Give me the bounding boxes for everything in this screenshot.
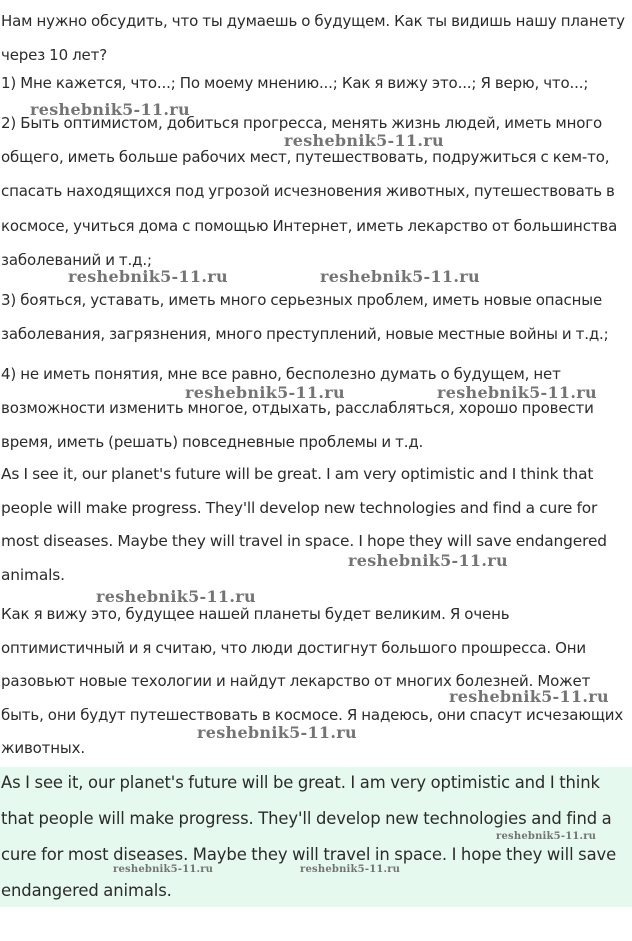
watermark: reshebnik5-11.ru <box>185 383 345 402</box>
watermark: reshebnik5-11.ru <box>437 383 597 402</box>
list-item-pessimistic: 3) бояться, уставать, иметь много серьезных проблем, иметь новые опасные заболевания, загрязнения, много преступлений, новые местные войны и т.д.; <box>1 291 609 344</box>
list-item-phrases: 1) Мне кажется, что...; По моему мнению...; Как я вижу это...; Я верю, что...; <box>1 74 589 92</box>
watermark: reshebnik5-11.ru <box>496 831 597 842</box>
watermark: reshebnik5-11.ru <box>197 723 357 742</box>
watermark: reshebnik5-11.ru <box>449 687 609 706</box>
watermark: reshebnik5-11.ru <box>320 267 480 286</box>
watermark: reshebnik5-11.ru <box>30 100 190 119</box>
english-answer-paragraph: As I see it, our planet's future will be great. I am very optimistic and I think that people will make progress. They'll develop new technologies and find a cure for most diseases. Maybe they will travel in space. I hope they will save endangered animals. <box>1 465 607 584</box>
watermark: reshebnik5-11.ru <box>300 864 401 875</box>
watermark: reshebnik5-11.ru <box>284 131 444 150</box>
list-item-indifferent: 4) не иметь понятия, мне все равно, бесполезно думать о будущем, нет возможности изменить многое, отдыхать, расслабляться, хорошо провести время, иметь (решать) повседневные проблемы и т.д. <box>1 365 594 452</box>
watermark: reshebnik5-11.ru <box>113 864 214 875</box>
list-item-optimistic: 2) Быть оптимистом, добиться прогресса, менять жизнь людей, иметь много общего, иметь больше рабочих мест, путешествовать, подружиться с кем-то, спасать находящихся под угрозой исчезновения животных, путешествовать в космосе, учиться дома с помощью Интернет, иметь лекарство от большинства заболеваний и т.д.; <box>1 114 618 269</box>
russian-translation-paragraph: Как я вижу это, будущее нашей планеты будет великим. Я очень оптимистичный и я считаю, что люди достигнут большого прошресса. Они разовьют новые техологии и найдут лекарство от многих болезней. Может быть, они будут путешествовать в космосе. Я надеюсь, они спасут исчезающих животных. <box>1 605 624 758</box>
question-paragraph: Нам нужно обсудить, что ты думаешь о будущем. Как ты видишь нашу планету через 10 лет? <box>1 12 625 65</box>
highlighted-english-answer: As I see it, our planet's future will be great. I am very optimistic and I think that people will make progress. They'll develop new technologies and find a cure for most diseases. Maybe they will travel in space. I hope they will save endangered animals. <box>1 773 617 900</box>
watermark: reshebnik5-11.ru <box>348 551 508 570</box>
watermark: reshebnik5-11.ru <box>96 587 256 606</box>
watermark: reshebnik5-11.ru <box>68 267 228 286</box>
